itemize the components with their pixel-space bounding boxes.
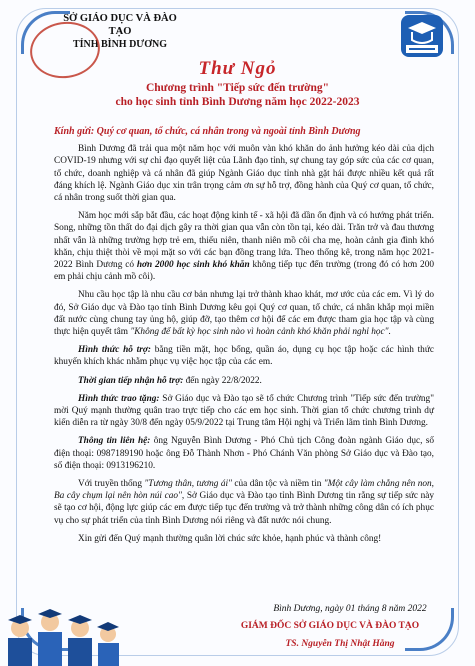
department-line2: TỈNH BÌNH DƯƠNG — [72, 39, 168, 50]
situation-highlight: hơn 2000 học sinh khó khăn — [136, 260, 250, 271]
letter-heading: Thư Ngỏ — [198, 58, 277, 79]
situation-text-1: Năm học mới sắp bắt đầu, các hoạt động kinh tế - xã hội đã dần ổn định và có hướng phát triển. Song, những tồn thất do đại dịch gây ra thời gian qua vẫn còn tồn tại, kéo dài. Trăn trở và đau thương nhất vẫn là những trường hợp trẻ em, thiếu niên, thanh niên mồ côi cha mẹ, hoàn cảnh gia đình khó khăn, chịu thiệt thòi về mọi mặt so với các bạn đồng trang lứa. Theo thống kê, trong năm học 2021-2022 Bình Dương có — [54, 211, 434, 271]
letter-body — [54, 126, 434, 551]
tradition-text-1: Với truyền thống — [78, 479, 142, 490]
signer-name: TS. Nguyễn Thị Nhật Hằng — [285, 639, 395, 649]
education-logo-icon — [400, 14, 444, 58]
tradition-text-3: , Sở Giáo dục và Đào tạo tỉnh Bình Dương tin rằng sự tiếp sức này sẽ tạo cơ hội, động lực giúp các em được tiếp tục đến trường và trở thành những công dân có ích phục vụ cho sự phát triển của tỉnh Bình Dương nói riêng và đất nước nói chung. — [54, 491, 434, 526]
award-label: Hình thức trao tặng: — [78, 393, 160, 404]
department-line1: SỞ GIÁO DỤC VÀ ĐÀO TẠO — [63, 13, 177, 37]
situation-text-2: không tiếp tục đến trường (trong đó có hơn 200 em phải chịu cảnh mồ côi). — [54, 260, 435, 283]
tradition-quote-1: "Tương thân, tương ái" — [144, 479, 232, 490]
paragraph-intro: Bình Dương đã trải qua một năm học với muôn vàn khó khăn do ảnh hưởng kéo dài của dịch COVID-19 nhưng với sự chỉ đạo quyết liệt của Lãnh đạo tỉnh, sự chung tay góp sức của các cơ quan, tổ chức, doanh nghiệp và cá nhân đã giúp Ngành Giáo dục tỉnh nhà gặt hái được nhiều kết quả rất đáng khích lệ. Ngành Giáo dục xin trân trọng cảm ơn sự hỗ trợ, đồng hành của Quý cơ quan, tổ chức, cá nhân trong suốt thời gian qua. — [54, 144, 434, 204]
contact-text: ông Nguyễn Bình Dương - Phó Chủ tịch Công đoàn ngành Giáo dục, số điện thoại: 0987189190 hoặc ông Đỗ Thành Nhơn - Phó Chánh Văn phòng Sở Giáo dục và Đào tạo, số điện thoại: 0913196210. — [54, 436, 434, 471]
paragraph-closing: Xin gửi đến Quý mạnh thường quân lời chúc sức khỏe, hạnh phúc và thành công! — [78, 533, 382, 544]
support-form-text: bằng tiền mặt, học bổng, quần áo, dụng cụ học tập hoặc các hình thức khuyến khích khác nhằm phục vụ việc học tập của các em. — [54, 345, 434, 368]
paragraph-situation — [54, 210, 434, 283]
paragraph-contact — [54, 435, 434, 472]
appeal-text: Nhu cầu học tập là nhu cầu cơ bản nhưng lại trở thành khao khát, mơ ước của các em. Vì lý do đó, Sở Giáo dục và Đào tạo tỉnh Bình Dương kêu gọi Quý cơ quan, tổ chức, cá nhân khắp mọi miền đất nước cùng chung tay ủng hộ, giúp đỡ, tạo thêm cơ hội để các em được tham gia học tập và cùng thực hiện quyết tâm — [54, 290, 434, 338]
deadline-label: Thời gian tiếp nhận hỗ trợ: — [78, 375, 184, 386]
program-title: Chương trình "Tiếp sức đến trường" — [145, 82, 330, 94]
appeal-quote: "Không để bất kỳ học sinh nào vì hoàn cảnh khó khăn phải nghỉ học". — [130, 327, 391, 338]
date-line: Bình Dương, ngày 01 tháng 8 năm 2022 — [273, 604, 427, 614]
tradition-quote-2: "Một cây làm chẳng nên non, Ba cây chụm lại nên hòn núi cao" — [54, 479, 434, 502]
tradition-text-2: của dân tộc và niềm tin — [234, 479, 322, 490]
paragraph-support-form — [54, 344, 434, 368]
salutation: Kính gửi: Quý cơ quan, tổ chức, cá nhân trong và ngoài tỉnh Bình Dương — [54, 126, 361, 137]
signer-role: GIÁM ĐỐC SỞ GIÁO DỤC VÀ ĐÀO TẠO — [240, 621, 420, 631]
paragraph-deadline — [54, 375, 434, 387]
paragraph-tradition — [54, 478, 434, 527]
program-subtitle: cho học sinh tỉnh Bình Dương năm học 2022-2023 — [115, 96, 360, 108]
paragraph-appeal — [54, 289, 434, 338]
deadline-text: đến ngày 22/8/2022. — [185, 375, 262, 386]
award-text: Sở Giáo dục và Đào tạo sẽ tổ chức Chương trình "Tiếp sức đến trường" mời Quý mạnh thường quân trao trực tiếp cho các em học sinh. Thời gian tổ chức chương trình dự kiến diễn ra từ ngày 30/8 đến ngày 05/9/2022 tại Trung tâm Hội nghị và Triển lãm tỉnh Bình Dương. — [54, 393, 435, 429]
support-form-label: Hình thức hỗ trợ: — [78, 345, 151, 356]
graduates-illustration-icon — [0, 588, 140, 666]
paragraph-award — [54, 393, 434, 430]
contact-label: Thông tin liên hệ: — [78, 436, 151, 447]
